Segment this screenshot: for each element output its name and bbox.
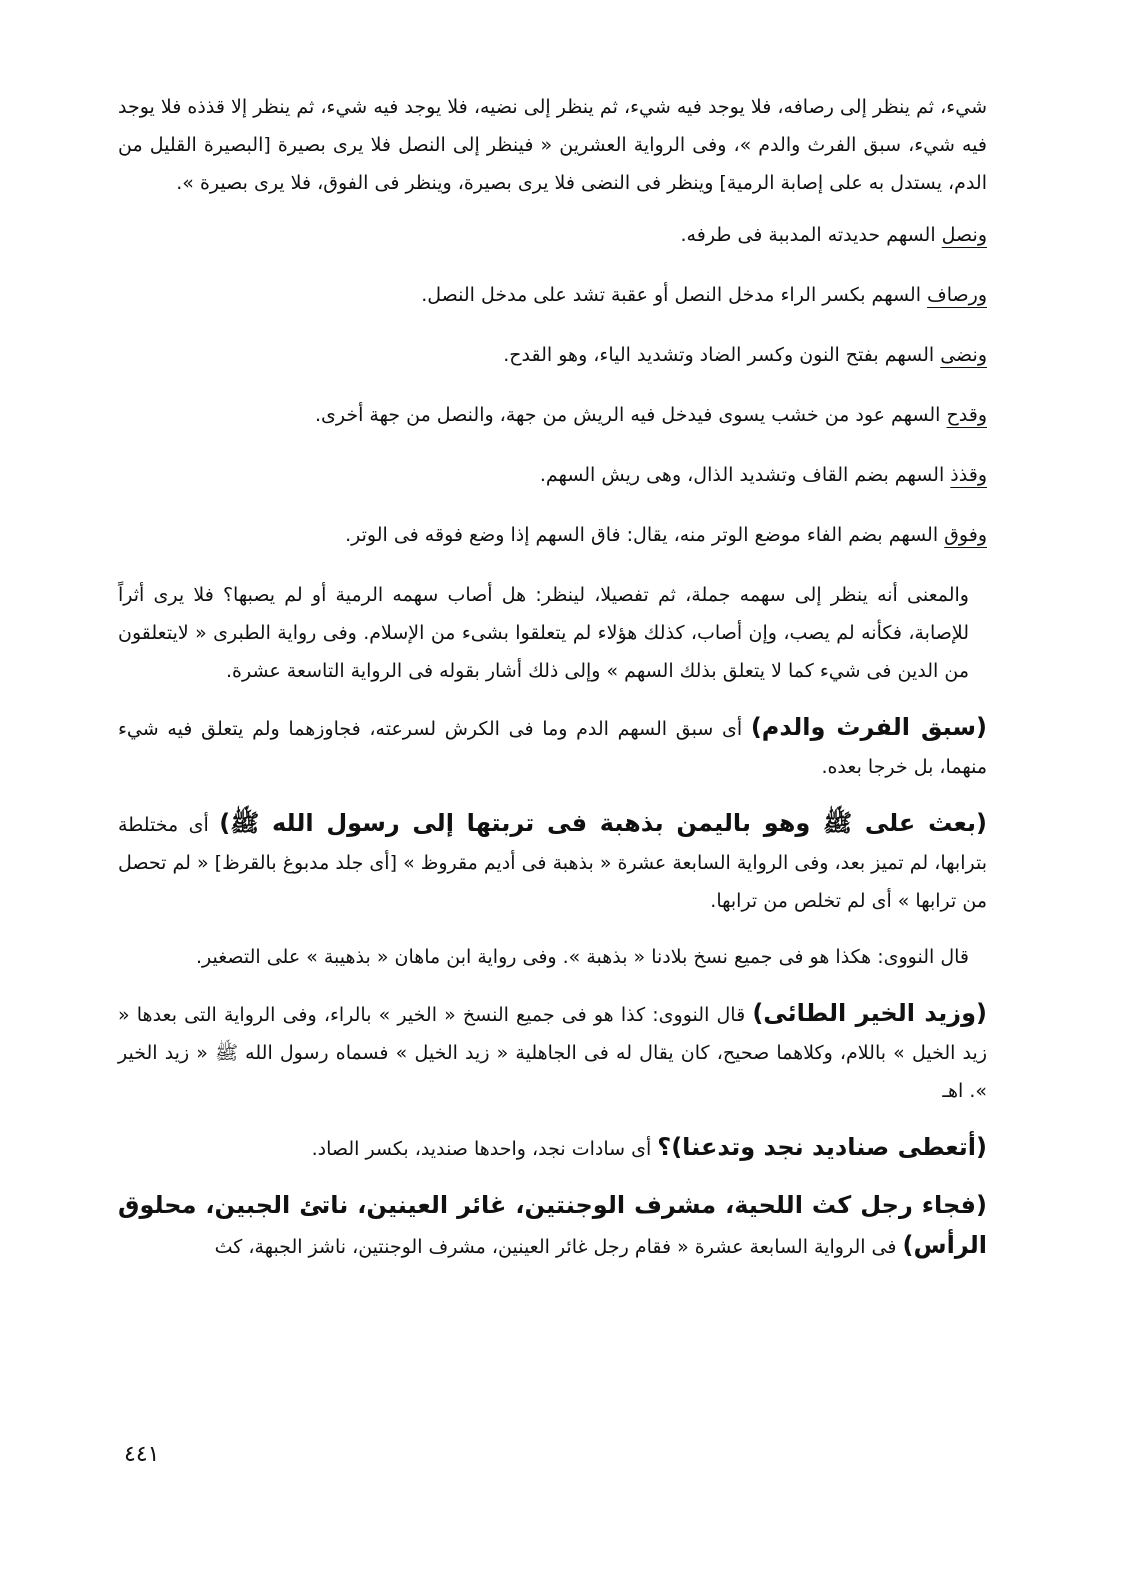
section-heading: (سبق الفرث والدم) (750, 713, 988, 741)
term-word: قذذ (950, 464, 978, 486)
intro-paragraph: شيء، ثم ينظر إلى رصافه، فلا يوجد فيه شيء، ثم ينظر إلى نضيه، فلا يوجد فيه شيء، ثم ينظر إلا قذذه فلا يوجد فيه شيء، سبق الفرث والدم »، وفى الرواية العشرين « فينظر إلى النصل فلا يرى بصيرة [البصيرة القليل من الدم، يستدل به على إصابة الرمية] وينظر فى النضى فلا يرى بصيرة، وينظر فى الفوق، فلا يرى بصيرة ». (118, 96, 987, 194)
term-prefix: و (977, 524, 987, 546)
section-heading: (أتعطى صناديد نجد وتدعنا)؟ (657, 1133, 987, 1161)
commentary-section-4 (118, 1128, 987, 1168)
term-prefix: و (977, 224, 987, 246)
term-word: رصاف (927, 284, 978, 306)
term-word: نصل (941, 224, 978, 246)
section-text: فى الرواية السابعة عشرة « فقام رجل غائر العينين، مشرف الوجنتين، ناشز الجبهة، كث (214, 1236, 903, 1258)
definition-term (942, 224, 987, 246)
definition-1 (118, 216, 987, 254)
section-heading: (فجاء رجل كث اللحية، مشرف الوجنتين، غائر العينين، ناتئ الجبين، محلوق الرأس) (118, 1191, 987, 1259)
term-prefix: و (977, 464, 987, 486)
commentary-section-2 (118, 804, 987, 920)
term-word: فوق (944, 524, 978, 546)
meaning-paragraph: والمعنى أنه ينظر إلى سهمه جملة، ثم تفصيلا، لينظر: هل أصاب سهمه الرمية أو لم يصبها؟ فلا يرى أثراً للإصابة، فكأنه لم يصب، وإن أصاب، كذلك هؤلاء لم يتعلقوا بشىء من الإسلام. وفى رواية الطبرى « لايتعلقون من الدين فى شيء كما لا يتعلق بذلك السهم » وإلى ذلك أشار بقوله فى الرواية التاسعة عشرة. (118, 584, 969, 682)
definition-text: السهم بفتح النون وكسر الضاد وتشديد الياء، وهو القدح. (503, 344, 941, 366)
section-heading: (وزيد الخير الطائى) (752, 999, 987, 1027)
definition-6 (118, 516, 987, 554)
definition-term (944, 524, 987, 546)
section-text: أى سادات نجد، واحدها صنديد، بكسر الصاد. (311, 1138, 658, 1160)
definition-4 (118, 396, 987, 434)
term-prefix: و (977, 284, 987, 306)
term-prefix: و (977, 344, 987, 366)
definition-5 (118, 456, 987, 494)
section-heading: (بعث على ﷺ وهو باليمن بذهبة فى تربتها إلى رسول الله ﷺ) (219, 809, 987, 837)
definition-term (940, 344, 987, 366)
term-prefix: و (977, 404, 987, 426)
definition-2 (118, 276, 987, 314)
definition-3 (118, 336, 987, 374)
section-text: أى مختلطة بترابها، لم تميز بعد، وفى الرواية السابعة عشرة « بذهبة فى أديم مقروظ » [أى جلد مدبوغ بالقرظ] « لم تحصل من ترابها » أى لم تخلص من ترابها. (118, 814, 987, 912)
page-number: ٤٤١ (124, 1442, 160, 1467)
definition-text: السهم حديدته المدببة فى طرفه. (680, 224, 942, 246)
term-word: قدح (946, 404, 978, 426)
commentary-section-1 (118, 708, 987, 786)
section-text: قال النووى: كذا هو فى جميع النسخ « الخير » بالراء، وفى الرواية التى بعدها « زيد الخيل » باللام، وكلاهما صحيح، كان يقال له فى الجاهلية « زيد الخيل » فسماه رسول الله ﷺ « زيد الخير ». اهـ (118, 1004, 987, 1102)
definition-text: السهم بكسر الراء مدخل النصل أو عقبة تشد على مدخل النصل. (421, 284, 928, 306)
definition-text: السهم بضم القاف وتشديد الذال، وهى ريش السهم. (539, 464, 951, 486)
definition-term (927, 284, 987, 306)
definition-text: السهم بضم الفاء موضع الوتر منه، يقال: فاق السهم إذا وضع فوقه فى الوتر. (345, 524, 945, 546)
definition-term (950, 464, 987, 486)
page-body (118, 88, 987, 1266)
definition-text: السهم عود من خشب يسوى فيدخل فيه الريش من جهة، والنصل من جهة أخرى. (314, 404, 947, 426)
section-text: أى سبق السهم الدم وما فى الكرش لسرعته، فجاوزهما ولم يتعلق فيه شيء منهما، بل خرجا بعده. (118, 718, 987, 778)
definition-term (946, 404, 987, 426)
commentary-section-5 (118, 1186, 987, 1266)
term-word: نضى (940, 344, 978, 366)
commentary-section-3 (118, 994, 987, 1110)
nawawi-paragraph: قال النووى: هكذا هو فى جميع نسخ بلادنا « بذهبة ». وفى رواية ابن ماهان « بذهيبة » على التصغير. (195, 946, 969, 968)
